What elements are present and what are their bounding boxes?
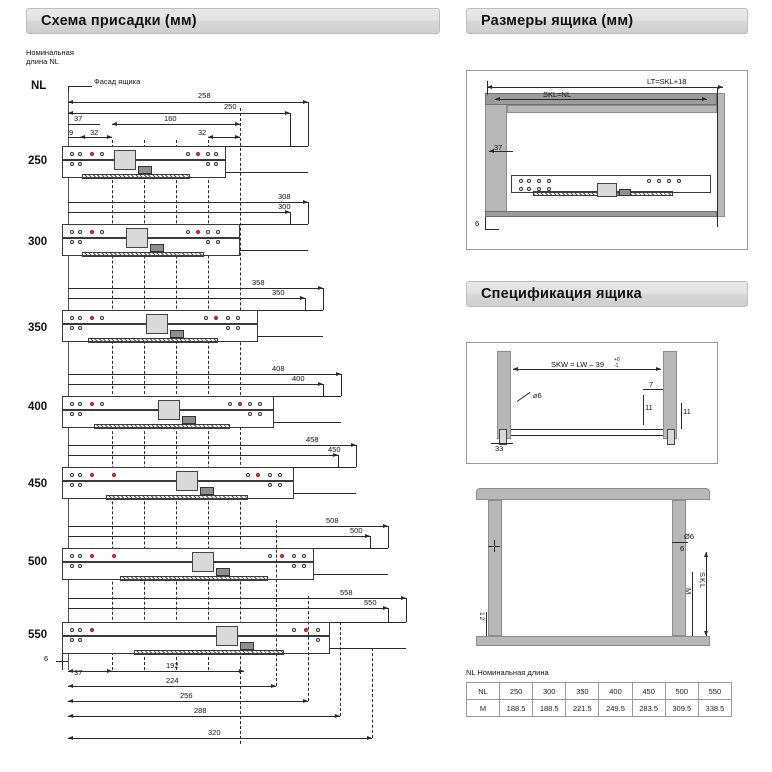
box-dimensions-drawing — [466, 70, 748, 250]
row-450-ext — [294, 493, 356, 494]
row-400-hole-4 — [100, 402, 104, 406]
row-450-hole-2 — [78, 473, 82, 477]
skl-vert-arrow-d — [704, 631, 708, 636]
row-450-hole-9 — [268, 473, 272, 477]
row-500-hole-6 — [78, 564, 82, 568]
box-rail-clip — [619, 189, 631, 196]
row-400-ext — [274, 422, 341, 423]
dim-37-top-line — [68, 124, 100, 125]
row-label-250: 250 — [28, 155, 48, 167]
dim-358-tick — [323, 288, 324, 310]
row-400-hole-11 — [248, 412, 252, 416]
dim11b-line — [681, 403, 682, 429]
row-400-hatch — [94, 424, 230, 429]
row-500-hole-8 — [280, 554, 284, 558]
dim11a-line — [643, 395, 644, 425]
dim-256-label: 256 — [180, 691, 193, 700]
dim-258-tick-right — [308, 102, 309, 146]
row-450-hole-12 — [278, 483, 282, 487]
frame-diam6-label: Ø6 — [684, 532, 695, 541]
row-500-hole-1 — [70, 554, 74, 558]
box-hole-6 — [527, 187, 531, 191]
skl-vert-line — [706, 552, 707, 636]
row-300-hole-12 — [216, 240, 220, 244]
skw-tol-dn: -1 — [614, 363, 619, 369]
table-cell-nl-0: 250 — [500, 683, 533, 700]
dim-458-label: 458 — [306, 435, 319, 444]
dim6-box-line — [485, 229, 499, 230]
frame-bottom-bar — [476, 636, 710, 646]
row-500-clip — [216, 568, 230, 576]
dim-408-tick — [341, 374, 342, 396]
table-cell-m-0: 188.5 — [500, 700, 533, 717]
diam6-label: ⌀6 — [533, 391, 542, 400]
dim-32a-arrow-left — [80, 135, 85, 139]
row-450-hole-8 — [256, 473, 260, 477]
skl-arrow-l — [495, 97, 500, 101]
dim12-line — [486, 612, 487, 636]
table-head-nl: NL — [467, 683, 500, 700]
row-250-rail-top — [62, 146, 226, 160]
row-label-400: 400 — [28, 401, 48, 413]
row-450-hatch — [106, 495, 248, 500]
table-cell-m-3: 249.5 — [599, 700, 632, 717]
row-350-hole-12 — [236, 326, 240, 330]
row-350-block — [146, 314, 168, 334]
dim-256-line — [68, 701, 308, 702]
row-350-hole-6 — [78, 326, 82, 330]
dim-32a-label: 32 — [90, 128, 99, 137]
dim-32b-arrow-right — [235, 135, 240, 139]
dim-9-line — [68, 137, 80, 138]
row-550-hole-9 — [316, 638, 320, 642]
row-450-clip — [200, 487, 214, 495]
dim-500-line — [68, 536, 370, 537]
dim-258-line — [68, 102, 308, 103]
table-row-nl — [467, 683, 732, 700]
dim6-box-label: 6 — [475, 219, 480, 228]
table-caption: NL Номинальная длина — [466, 668, 549, 677]
skl-label: SKL=NL — [543, 90, 572, 99]
row-550-hole-4 — [70, 638, 74, 642]
m-vert-label: M — [684, 588, 693, 596]
row-400-hole-10 — [258, 402, 262, 406]
dim-308-tick — [308, 202, 309, 224]
table-cell-m-6: 338.5 — [698, 700, 731, 717]
row-250-hole-9 — [206, 152, 210, 156]
dim-258-label: 258 — [198, 91, 211, 100]
dim6-box-tick — [485, 217, 486, 229]
row-500-ext — [314, 574, 388, 575]
dim11a-label: 11 — [645, 403, 653, 412]
drawer-spec-drawing — [466, 342, 718, 464]
table-cell-m-2: 221.5 — [566, 700, 599, 717]
row-500-hole-11 — [292, 564, 296, 568]
frame-drawing — [466, 480, 748, 660]
diam6-leader — [517, 392, 531, 402]
dim-224-line — [68, 686, 276, 687]
box-left-ref — [487, 81, 488, 95]
row-350-hole-7 — [204, 316, 208, 320]
row-300-hole-9 — [206, 230, 210, 234]
dim-358-label: 358 — [252, 278, 265, 287]
row-350-hole-2 — [78, 316, 82, 320]
row-500-hole-5 — [70, 564, 74, 568]
dim-500-label: 500 — [350, 526, 363, 535]
dim-458-tick — [356, 445, 357, 467]
row-550-hole-2 — [78, 628, 82, 632]
row-450-block — [176, 471, 198, 491]
skw-arrow-r — [656, 367, 661, 371]
row-250-hole-3 — [90, 152, 94, 156]
dim-550-label: 550 — [364, 598, 377, 607]
dim-6-bottom-label: 6 — [44, 654, 49, 663]
skw-label: SKW = LW – 39 — [551, 360, 605, 369]
box-hole-11 — [667, 179, 671, 183]
box-left-wall — [485, 93, 507, 217]
row-550-hole-3 — [90, 628, 94, 632]
row-300-hatch — [82, 252, 204, 257]
row-350-hole-5 — [70, 326, 74, 330]
spec-right-wall — [663, 351, 677, 439]
dim-300-tick — [290, 212, 291, 224]
dim-308-label: 308 — [278, 192, 291, 201]
row-250-hole-2 — [78, 152, 82, 156]
row-450-hole-11 — [268, 483, 272, 487]
row-550-hole-8 — [316, 628, 320, 632]
dim-308-line — [68, 202, 308, 203]
bottom-ref-left — [62, 654, 63, 670]
row-300-hole-4 — [100, 230, 104, 234]
row-250-block — [114, 150, 136, 170]
skl-vert-label: SKL — [698, 572, 707, 590]
lt-dim-line — [487, 87, 723, 88]
row-250-hole-1 — [70, 152, 74, 156]
frame-dim6-label: 6 — [680, 544, 685, 553]
table-cell-nl-1: 300 — [533, 683, 566, 700]
row-350-ext — [258, 336, 323, 337]
row-250-hole-6 — [78, 162, 82, 166]
row-300-clip — [150, 244, 164, 252]
row-550-rail-top — [62, 622, 330, 636]
row-400-hole-8 — [238, 402, 242, 406]
row-500-hole-9 — [292, 554, 296, 558]
table-cell-nl-2: 350 — [566, 683, 599, 700]
row-250-hole-7 — [186, 152, 190, 156]
dim-320-label: 320 — [208, 728, 221, 737]
dim-224-arrow-l — [68, 684, 73, 688]
row-450-hole-10 — [278, 473, 282, 477]
dim-160-label: 160 — [164, 114, 177, 123]
dim-320-ref — [372, 648, 373, 738]
skw-dim-line — [513, 369, 661, 370]
spec-bottom-panel2 — [511, 435, 663, 436]
row-400-hole-2 — [78, 402, 82, 406]
box-hole-12 — [677, 179, 681, 183]
dim-288-line — [68, 716, 340, 717]
row-500-hole-12 — [302, 564, 306, 568]
lt-arrow-r — [718, 85, 723, 89]
dim-288-arrow-l — [68, 714, 73, 718]
dim-256-ref — [308, 596, 309, 701]
dim12-label: 12 — [478, 612, 485, 622]
dim7-line — [643, 389, 663, 390]
row-550-clip — [240, 642, 254, 650]
frame-left-post — [488, 500, 502, 636]
dim-9-label: 9 — [69, 128, 74, 137]
section-header-right-bottom-label: Спецификация ящика — [481, 286, 642, 302]
dim11b-label: 11 — [683, 407, 691, 416]
row-500-hole-3 — [90, 554, 94, 558]
dim-37-top-label: 37 — [74, 114, 83, 123]
row-250-hole-8 — [196, 152, 200, 156]
row-400-hole-9 — [248, 402, 252, 406]
row-350-hatch — [88, 338, 218, 343]
dim-400-line — [68, 384, 323, 385]
row-450-hole-4 — [112, 473, 116, 477]
row-300-hole-10 — [216, 230, 220, 234]
box-hole-7 — [537, 187, 541, 191]
box-hole-4 — [547, 179, 551, 183]
dim-224-label: 224 — [166, 676, 179, 685]
dim-400-tick — [323, 384, 324, 396]
table-head-m: M — [467, 700, 500, 717]
dim-508-label: 508 — [326, 516, 339, 525]
row-350-hole-11 — [226, 326, 230, 330]
dim-258-arrow-left — [68, 100, 73, 104]
section-header-right-top — [466, 8, 748, 34]
m-vert-line — [692, 572, 693, 636]
frame-diam6-leader — [672, 542, 688, 543]
row-400-hole-6 — [78, 412, 82, 416]
row-350-hole-4 — [100, 316, 104, 320]
dim-350-tick — [305, 298, 306, 310]
dim-558-line — [68, 598, 406, 599]
facade-leader — [68, 86, 92, 87]
row-300-ext — [240, 250, 308, 251]
facade-label: Фасад ящика — [94, 77, 141, 86]
dim-288-label: 288 — [194, 706, 207, 715]
dim-320-line — [68, 738, 372, 739]
box-right-ref — [717, 87, 718, 227]
row-300-hole-5 — [70, 240, 74, 244]
skw-arrow-l — [513, 367, 518, 371]
dim7-label: 7 — [649, 380, 654, 389]
row-550-hatch — [134, 650, 284, 655]
spec-right-bracket — [667, 429, 675, 445]
row-350-hole-8 — [214, 316, 218, 320]
skl-arrow-r — [702, 97, 707, 101]
dim-32b-label: 32 — [198, 128, 207, 137]
row-300-hole-8 — [196, 230, 200, 234]
row-450-hole-6 — [78, 483, 82, 487]
row-450-hole-3 — [90, 473, 94, 477]
row-350-hole-10 — [236, 316, 240, 320]
lt-label: LT=SKL+18 — [647, 77, 687, 86]
box-hole-10 — [657, 179, 661, 183]
box-right-wall — [717, 93, 725, 217]
row-450-hole-5 — [70, 483, 74, 487]
table-cell-nl-6: 550 — [698, 683, 731, 700]
row-300-hole-1 — [70, 230, 74, 234]
row-250-hatch — [82, 174, 190, 179]
dim-508-line — [68, 526, 388, 527]
dim-192-line — [68, 671, 244, 672]
dim-288-ref — [340, 622, 341, 716]
dim33-label: 33 — [495, 444, 504, 453]
dim-256-arrow-l — [68, 699, 73, 703]
dim-300-label: 300 — [278, 202, 291, 211]
dim-320-arrow-l — [68, 736, 73, 740]
frame-right-post — [672, 500, 686, 636]
row-550-hole-6 — [292, 628, 296, 632]
dim-160-line — [112, 124, 240, 125]
dim-192-label: 192 — [166, 661, 179, 670]
spec-left-wall — [497, 351, 511, 439]
box-inner-top — [507, 105, 717, 113]
box-hole-2 — [527, 179, 531, 183]
row-label-350: 350 — [28, 322, 48, 334]
box-rail-block — [597, 183, 617, 197]
row-400-clip — [182, 416, 196, 424]
dim-250-label: 250 — [224, 102, 237, 111]
box-hole-5 — [519, 187, 523, 191]
row-500-hole-2 — [78, 554, 82, 558]
row-400-block — [158, 400, 180, 420]
row-400-hole-5 — [70, 412, 74, 416]
table-cell-nl-5: 500 — [665, 683, 698, 700]
section-header-left-label: Схема присадки (мм) — [41, 13, 197, 29]
row-300-block — [126, 228, 148, 248]
nl-axis-label: NL — [31, 80, 47, 92]
row-300-hole-2 — [78, 230, 82, 234]
nominal-length-caption-line1: Номинальная — [26, 48, 74, 57]
row-350-hole-3 — [90, 316, 94, 320]
table-cell-nl-4: 450 — [632, 683, 665, 700]
row-500-hole-10 — [302, 554, 306, 558]
dim-192-arrow — [239, 669, 244, 673]
skl-vert-arrow-u — [704, 552, 708, 557]
section-header-right-top-label: Размеры ящика (мм) — [481, 13, 634, 29]
row-550-hole-1 — [70, 628, 74, 632]
row-300-hole-11 — [206, 240, 210, 244]
table-cell-m-5: 309.5 — [665, 700, 698, 717]
dim-450-line — [68, 455, 338, 456]
dim-37-bottom-label: 37 — [74, 668, 83, 677]
row-550-hole-5 — [78, 638, 82, 642]
row-450-hole-1 — [70, 473, 74, 477]
dim-408-label: 408 — [272, 364, 285, 373]
dim-550-tick — [388, 608, 389, 622]
box-bottom-panel — [485, 211, 717, 217]
row-300-hole-6 — [78, 240, 82, 244]
row-500-block — [192, 552, 214, 572]
dim-250-tick-right — [290, 113, 291, 146]
row-500-hole-4 — [112, 554, 116, 558]
row-400-hole-3 — [90, 402, 94, 406]
dim-160-arrow-right — [235, 122, 240, 126]
dim-250-line — [68, 113, 290, 114]
dim37-box-label: 37 — [494, 143, 503, 152]
dim-224-ref — [276, 520, 277, 686]
table-cell-nl-3: 400 — [599, 683, 632, 700]
ref-line-left — [68, 92, 69, 670]
row-250-hole-12 — [214, 162, 218, 166]
dim-558-label: 558 — [340, 588, 353, 597]
row-400-hole-1 — [70, 402, 74, 406]
dim-550-line — [68, 608, 388, 609]
table-cell-m-4: 283.5 — [632, 700, 665, 717]
row-500-hole-7 — [268, 554, 272, 558]
row-450-hole-7 — [246, 473, 250, 477]
row-label-550: 550 — [28, 629, 48, 641]
dim-558-tick — [406, 598, 407, 622]
table-row-m — [467, 700, 732, 717]
dim-458-line — [68, 445, 356, 446]
skl-dim-line — [495, 99, 707, 100]
row-250-hole-11 — [206, 162, 210, 166]
dim-500-tick — [370, 536, 371, 548]
row-500-hatch — [120, 576, 268, 581]
row-label-500: 500 — [28, 556, 48, 568]
dim-350-label: 350 — [272, 288, 285, 297]
dim-400-label: 400 — [292, 374, 305, 383]
dim-450-tick — [338, 455, 339, 467]
row-400-hole-12 — [258, 412, 262, 416]
box-hole-9 — [647, 179, 651, 183]
row-250-clip — [138, 166, 152, 174]
table-cell-m-1: 188.5 — [533, 700, 566, 717]
dim-250-arrow-left — [68, 111, 73, 115]
row-250-ext — [226, 172, 308, 173]
dim-350-line — [68, 298, 305, 299]
row-350-clip — [170, 330, 184, 338]
dim-508-tick — [388, 526, 389, 548]
row-300-rail-top — [62, 224, 240, 238]
row-label-450: 450 — [28, 478, 48, 490]
row-350-hole-1 — [70, 316, 74, 320]
dim-32a-arrow-right — [107, 135, 112, 139]
box-hole-3 — [537, 179, 541, 183]
skw-tol-up: +0 — [614, 357, 620, 363]
dim-450-label: 450 — [328, 445, 341, 454]
row-350-hole-9 — [226, 316, 230, 320]
row-550-ext — [330, 648, 406, 649]
dim-160-arrow-left — [112, 122, 117, 126]
frame-cross-v — [494, 540, 495, 552]
dim-358-line — [68, 288, 323, 289]
section-header-right-bottom — [466, 281, 748, 307]
spec-bottom-panel — [511, 429, 663, 430]
dim-300-line — [68, 212, 290, 213]
row-label-300: 300 — [28, 236, 48, 248]
row-400-hole-7 — [228, 402, 232, 406]
dim-32b-arrow-left — [208, 135, 213, 139]
box-hole-1 — [519, 179, 523, 183]
frame-top-bar — [476, 488, 710, 500]
row-250-hole-5 — [70, 162, 74, 166]
nominal-length-table — [466, 682, 732, 717]
row-250-hole-10 — [214, 152, 218, 156]
row-250-hole-4 — [100, 152, 104, 156]
nominal-length-caption-line2: длина NL — [26, 57, 59, 66]
box-hole-8 — [547, 187, 551, 191]
row-550-block — [216, 626, 238, 646]
row-300-hole-3 — [90, 230, 94, 234]
dim-6-bottom-line — [56, 661, 68, 662]
row-300-hole-7 — [186, 230, 190, 234]
